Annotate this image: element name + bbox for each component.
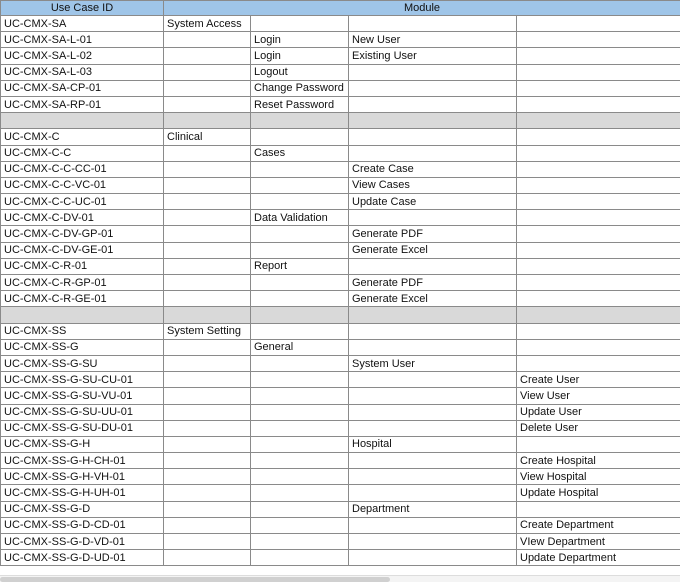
table-cell[interactable]: UC-CMX-SS-G-SU-DU-01 bbox=[1, 420, 164, 436]
table-row bbox=[1, 436, 680, 452]
table-cell[interactable] bbox=[517, 339, 680, 355]
table-row bbox=[1, 469, 680, 485]
separator-row bbox=[1, 307, 680, 323]
table-cell[interactable]: Existing User bbox=[349, 48, 517, 64]
table-row bbox=[1, 194, 680, 210]
table-cell[interactable]: UC-CMX-SS-G-SU-VU-01 bbox=[1, 388, 164, 404]
table-cell[interactable]: UC-CMX-SS-G-D-CD-01 bbox=[1, 517, 164, 533]
table-cell[interactable]: Create Case bbox=[349, 161, 517, 177]
table-cell[interactable] bbox=[517, 177, 680, 193]
table-cell[interactable] bbox=[164, 177, 251, 193]
table-cell[interactable]: Create Department bbox=[517, 517, 680, 533]
table-cell[interactable] bbox=[349, 16, 517, 32]
separator-cell[interactable] bbox=[251, 113, 349, 129]
table-cell[interactable]: UC-CMX-SA-L-02 bbox=[1, 48, 164, 64]
table-cell[interactable] bbox=[251, 242, 349, 258]
separator-cell[interactable] bbox=[1, 307, 164, 323]
table-cell[interactable] bbox=[517, 210, 680, 226]
table-row bbox=[1, 48, 680, 64]
table-cell[interactable] bbox=[251, 501, 349, 517]
table-cell[interactable] bbox=[349, 420, 517, 436]
table-cell[interactable]: Reset Password bbox=[251, 96, 349, 112]
table-cell[interactable] bbox=[251, 388, 349, 404]
table-cell[interactable] bbox=[251, 275, 349, 291]
table-row bbox=[1, 550, 680, 566]
table-cell[interactable] bbox=[251, 355, 349, 371]
table-row bbox=[1, 388, 680, 404]
table-cell[interactable] bbox=[517, 275, 680, 291]
table-cell[interactable]: Cases bbox=[251, 145, 349, 161]
table-cell[interactable] bbox=[164, 355, 251, 371]
table-cell[interactable]: System Access bbox=[164, 16, 251, 32]
table-cell[interactable] bbox=[164, 242, 251, 258]
header-module[interactable]: Module bbox=[164, 1, 680, 16]
table-cell[interactable] bbox=[349, 210, 517, 226]
table-cell[interactable] bbox=[164, 210, 251, 226]
table-cell[interactable]: Generate PDF bbox=[349, 226, 517, 242]
table-cell[interactable] bbox=[164, 517, 251, 533]
table-cell[interactable] bbox=[164, 80, 251, 96]
table-cell[interactable] bbox=[349, 534, 517, 550]
table-cell[interactable] bbox=[251, 16, 349, 32]
table-cell[interactable] bbox=[251, 177, 349, 193]
table-cell[interactable] bbox=[349, 129, 517, 145]
table-cell[interactable] bbox=[517, 226, 680, 242]
table-cell[interactable]: Generate Excel bbox=[349, 291, 517, 307]
table-row bbox=[1, 32, 680, 48]
table-cell[interactable] bbox=[251, 226, 349, 242]
table-cell[interactable]: UC-CMX-SA-RP-01 bbox=[1, 96, 164, 112]
table-cell[interactable]: UC-CMX-C bbox=[1, 129, 164, 145]
table-cell[interactable] bbox=[164, 436, 251, 452]
table-cell[interactable]: UC-CMX-SA bbox=[1, 16, 164, 32]
table-cell[interactable] bbox=[251, 404, 349, 420]
table-cell[interactable] bbox=[349, 339, 517, 355]
table-cell[interactable] bbox=[517, 501, 680, 517]
table-cell[interactable] bbox=[164, 64, 251, 80]
table-cell[interactable] bbox=[349, 550, 517, 566]
table-cell[interactable] bbox=[251, 469, 349, 485]
table-cell[interactable]: Change Password bbox=[251, 80, 349, 96]
table-cell[interactable]: UC-CMX-C-C bbox=[1, 145, 164, 161]
separator-cell[interactable] bbox=[164, 307, 251, 323]
table-cell[interactable] bbox=[517, 242, 680, 258]
table-row bbox=[1, 242, 680, 258]
table-cell[interactable]: UC-CMX-SS-G-H-UH-01 bbox=[1, 485, 164, 501]
table-cell[interactable]: UC-CMX-C-DV-01 bbox=[1, 210, 164, 226]
table-cell[interactable]: View User bbox=[517, 388, 680, 404]
table-cell[interactable] bbox=[349, 258, 517, 274]
table-cell[interactable]: UC-CMX-SS-G-D-VD-01 bbox=[1, 534, 164, 550]
table-row bbox=[1, 275, 680, 291]
table-cell[interactable]: UC-CMX-SS-G-D-UD-01 bbox=[1, 550, 164, 566]
separator-cell[interactable] bbox=[1, 113, 164, 129]
separator-cell[interactable] bbox=[349, 113, 517, 129]
table-cell[interactable]: UC-CMX-C-DV-GE-01 bbox=[1, 242, 164, 258]
table-cell[interactable] bbox=[251, 372, 349, 388]
table-cell[interactable] bbox=[517, 48, 680, 64]
table-cell[interactable]: General bbox=[251, 339, 349, 355]
table-cell[interactable] bbox=[517, 16, 680, 32]
table-cell[interactable] bbox=[349, 517, 517, 533]
scrollbar-thumb[interactable] bbox=[0, 577, 390, 582]
table-row bbox=[1, 372, 680, 388]
table-cell[interactable] bbox=[164, 194, 251, 210]
table-cell[interactable]: UC-CMX-C-C-VC-01 bbox=[1, 177, 164, 193]
table-row bbox=[1, 226, 680, 242]
table-cell[interactable]: System Setting bbox=[164, 323, 251, 339]
table-cell[interactable] bbox=[251, 550, 349, 566]
table-cell[interactable] bbox=[349, 469, 517, 485]
table-cell[interactable]: Update Department bbox=[517, 550, 680, 566]
table-cell[interactable]: UC-CMX-SS-G-D bbox=[1, 501, 164, 517]
table-cell[interactable]: Create User bbox=[517, 372, 680, 388]
table-cell[interactable] bbox=[517, 323, 680, 339]
table-cell[interactable] bbox=[164, 469, 251, 485]
separator-cell[interactable] bbox=[517, 113, 680, 129]
table-cell[interactable]: UC-CMX-SS bbox=[1, 323, 164, 339]
table-cell[interactable] bbox=[164, 534, 251, 550]
table-cell[interactable] bbox=[251, 194, 349, 210]
table-cell[interactable] bbox=[517, 291, 680, 307]
table-cell[interactable] bbox=[164, 372, 251, 388]
table-cell[interactable] bbox=[251, 485, 349, 501]
table-cell[interactable] bbox=[349, 96, 517, 112]
table-cell[interactable]: View Hospital bbox=[517, 469, 680, 485]
table-cell[interactable] bbox=[251, 129, 349, 145]
table-cell[interactable] bbox=[164, 145, 251, 161]
table-cell[interactable] bbox=[164, 258, 251, 274]
table-row bbox=[1, 517, 680, 533]
table-cell[interactable]: UC-CMX-C-DV-GP-01 bbox=[1, 226, 164, 242]
table-cell[interactable] bbox=[164, 453, 251, 469]
separator-row bbox=[1, 113, 680, 129]
table-cell[interactable]: Clinical bbox=[164, 129, 251, 145]
table-cell[interactable] bbox=[164, 550, 251, 566]
table-row bbox=[1, 161, 680, 177]
table-row bbox=[1, 16, 680, 32]
table-cell[interactable]: UC-CMX-C-C-UC-01 bbox=[1, 194, 164, 210]
table-cell[interactable] bbox=[349, 485, 517, 501]
table-cell[interactable] bbox=[349, 323, 517, 339]
table-cell[interactable]: System User bbox=[349, 355, 517, 371]
table-body bbox=[1, 16, 680, 566]
table-cell[interactable]: UC-CMX-SA-L-03 bbox=[1, 64, 164, 80]
table-cell[interactable] bbox=[251, 420, 349, 436]
table-cell[interactable] bbox=[517, 145, 680, 161]
table-cell[interactable] bbox=[251, 517, 349, 533]
table-cell[interactable]: Logout bbox=[251, 64, 349, 80]
table-cell[interactable]: Delete User bbox=[517, 420, 680, 436]
table-cell[interactable] bbox=[164, 291, 251, 307]
table-cell[interactable]: VIew Department bbox=[517, 534, 680, 550]
table-cell[interactable]: UC-CMX-C-R-GP-01 bbox=[1, 275, 164, 291]
table-cell[interactable] bbox=[251, 291, 349, 307]
table-cell[interactable] bbox=[517, 436, 680, 452]
table-cell[interactable]: UC-CMX-SS-G-H-CH-01 bbox=[1, 453, 164, 469]
table-cell[interactable] bbox=[164, 485, 251, 501]
table-row bbox=[1, 534, 680, 550]
table-row bbox=[1, 323, 680, 339]
table-cell[interactable] bbox=[517, 32, 680, 48]
table-cell[interactable] bbox=[164, 420, 251, 436]
table-cell[interactable]: Update User bbox=[517, 404, 680, 420]
table-row bbox=[1, 64, 680, 80]
table-cell[interactable] bbox=[164, 404, 251, 420]
table-cell[interactable]: View Cases bbox=[349, 177, 517, 193]
table-row bbox=[1, 210, 680, 226]
table-cell[interactable]: Generate Excel bbox=[349, 242, 517, 258]
table-row bbox=[1, 129, 680, 145]
table-cell[interactable] bbox=[164, 501, 251, 517]
table-row bbox=[1, 501, 680, 517]
table-cell[interactable] bbox=[349, 80, 517, 96]
table-cell[interactable] bbox=[517, 96, 680, 112]
table-cell[interactable] bbox=[517, 355, 680, 371]
table-row bbox=[1, 291, 680, 307]
table-row bbox=[1, 485, 680, 501]
table-row bbox=[1, 258, 680, 274]
separator-cell[interactable] bbox=[251, 307, 349, 323]
table-cell[interactable] bbox=[251, 534, 349, 550]
table-cell[interactable] bbox=[164, 388, 251, 404]
table-cell[interactable]: UC-CMX-C-R-GE-01 bbox=[1, 291, 164, 307]
table-cell[interactable]: Hospital bbox=[349, 436, 517, 452]
table-cell[interactable] bbox=[251, 323, 349, 339]
table-cell[interactable] bbox=[251, 161, 349, 177]
header-use-case-id[interactable]: Use Case ID bbox=[1, 1, 164, 16]
table-cell[interactable] bbox=[349, 453, 517, 469]
table-cell[interactable] bbox=[349, 64, 517, 80]
table-row bbox=[1, 145, 680, 161]
table-cell[interactable] bbox=[517, 64, 680, 80]
table-cell[interactable] bbox=[517, 161, 680, 177]
table-cell[interactable]: UC-CMX-SS-G-H-VH-01 bbox=[1, 469, 164, 485]
table-cell[interactable]: Generate PDF bbox=[349, 275, 517, 291]
table-row bbox=[1, 420, 680, 436]
table-cell[interactable]: UC-CMX-SS-G bbox=[1, 339, 164, 355]
table-cell[interactable]: UC-CMX-SA-L-01 bbox=[1, 32, 164, 48]
table-cell[interactable] bbox=[349, 145, 517, 161]
header-row bbox=[1, 1, 680, 16]
table-row bbox=[1, 404, 680, 420]
table-cell[interactable]: New User bbox=[349, 32, 517, 48]
table-cell[interactable]: UC-CMX-C-R-01 bbox=[1, 258, 164, 274]
table-cell[interactable] bbox=[517, 129, 680, 145]
table-cell[interactable] bbox=[164, 48, 251, 64]
table-cell[interactable] bbox=[349, 388, 517, 404]
table-cell[interactable] bbox=[164, 339, 251, 355]
separator-cell[interactable] bbox=[164, 113, 251, 129]
table-cell[interactable]: Department bbox=[349, 501, 517, 517]
table-cell[interactable]: Create Hospital bbox=[517, 453, 680, 469]
table-row bbox=[1, 177, 680, 193]
table-cell[interactable]: Update Case bbox=[349, 194, 517, 210]
table-cell[interactable] bbox=[164, 32, 251, 48]
table-row bbox=[1, 339, 680, 355]
table-cell[interactable] bbox=[251, 436, 349, 452]
table-cell[interactable]: Update Hospital bbox=[517, 485, 680, 501]
table-cell[interactable]: Report bbox=[251, 258, 349, 274]
table-row bbox=[1, 96, 680, 112]
separator-cell[interactable] bbox=[517, 307, 680, 323]
table-row bbox=[1, 355, 680, 371]
table-cell[interactable]: UC-CMX-C-C-CC-01 bbox=[1, 161, 164, 177]
table-cell[interactable]: UC-CMX-SA-CP-01 bbox=[1, 80, 164, 96]
table-cell[interactable] bbox=[349, 372, 517, 388]
table-cell[interactable] bbox=[164, 96, 251, 112]
table-cell[interactable]: Login bbox=[251, 32, 349, 48]
separator-cell[interactable] bbox=[349, 307, 517, 323]
table-cell[interactable] bbox=[164, 226, 251, 242]
table-cell[interactable] bbox=[164, 161, 251, 177]
table-cell[interactable]: UC-CMX-SS-G-SU-CU-01 bbox=[1, 372, 164, 388]
table-cell[interactable]: Data Validation bbox=[251, 210, 349, 226]
table-row bbox=[1, 453, 680, 469]
table-cell[interactable] bbox=[517, 80, 680, 96]
table-cell[interactable] bbox=[517, 258, 680, 274]
table-cell[interactable] bbox=[349, 404, 517, 420]
table-cell[interactable]: UC-CMX-SS-G-SU-UU-01 bbox=[1, 404, 164, 420]
table-cell[interactable]: Login bbox=[251, 48, 349, 64]
table-cell[interactable]: UC-CMX-SS-G-SU bbox=[1, 355, 164, 371]
table-cell[interactable] bbox=[164, 275, 251, 291]
table-cell[interactable] bbox=[517, 194, 680, 210]
table-cell[interactable]: UC-CMX-SS-G-H bbox=[1, 436, 164, 452]
table-row bbox=[1, 80, 680, 96]
table-cell[interactable] bbox=[251, 453, 349, 469]
